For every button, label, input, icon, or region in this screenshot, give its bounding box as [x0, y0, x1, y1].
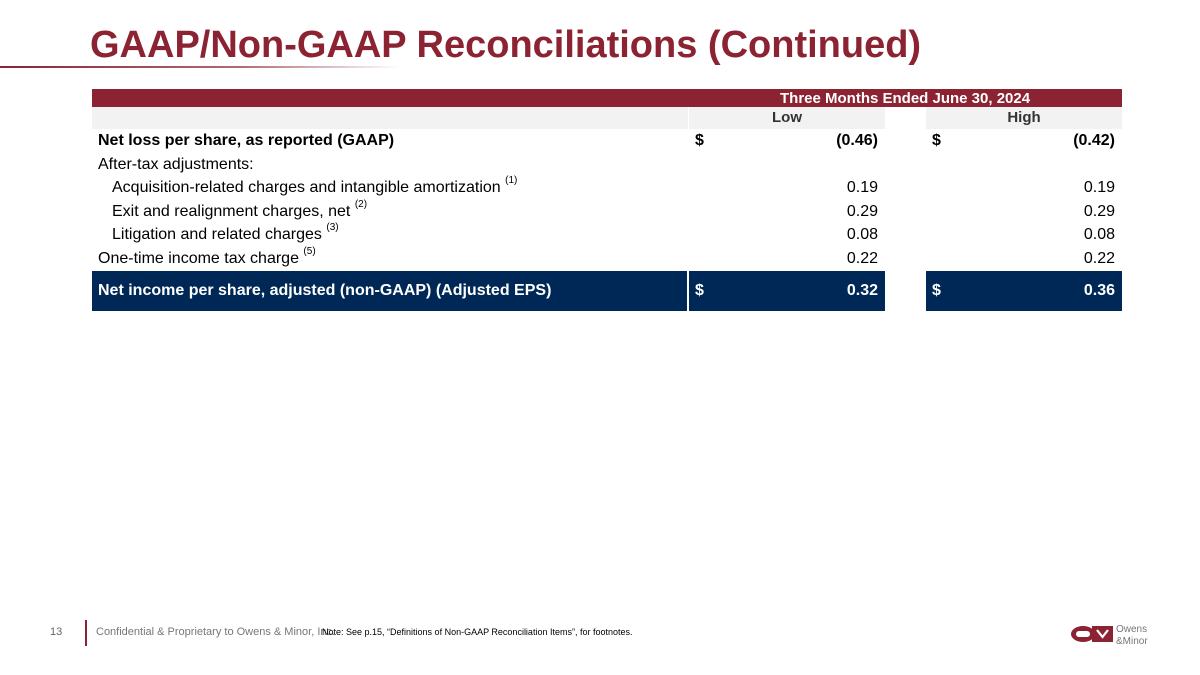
column-header-row [92, 107, 1122, 129]
value-low: 0.32 [846, 282, 878, 299]
column-header-low: Low [689, 107, 885, 129]
value-high: (0.42) [1073, 132, 1115, 149]
column-header-blank [92, 107, 688, 129]
dollar-sign-low: $ [695, 282, 704, 299]
logo-text-owens: Owens [1116, 624, 1148, 635]
column-header-high: High [926, 107, 1122, 129]
value-high: 0.22 [1083, 249, 1115, 267]
table-row-litigation [92, 223, 1122, 247]
value-high: 0.36 [1083, 282, 1115, 299]
value-high: 0.08 [1083, 226, 1115, 243]
period-header-band [92, 89, 1122, 107]
dollar-sign-high: $ [932, 132, 941, 149]
owens-minor-logo [1070, 620, 1154, 648]
confidential-notice: Confidential & Proprietary to Owens & Minor, Inc. [96, 626, 336, 638]
table-row-gaap [92, 129, 1122, 153]
reconciliation-table [92, 89, 1122, 311]
footnote-ref: (5) [303, 245, 316, 257]
value-high: 0.29 [1083, 202, 1115, 220]
row-label: Net loss per share, as reported (GAAP) [98, 132, 395, 149]
value-low: 0.22 [846, 249, 878, 267]
value-high: 0.19 [1083, 179, 1115, 196]
row-label: Net income per share, adjusted (non-GAAP) (Adjusted EPS) [98, 282, 552, 299]
page-title: GAAP/Non-GAAP Reconciliations (Continued) [90, 24, 922, 66]
value-low: 0.08 [846, 226, 878, 243]
table-row-adjustments-heading [92, 153, 1122, 177]
dollar-sign-high: $ [932, 282, 941, 299]
row-label: One-time income tax charge $^{(5)}$ [98, 245, 316, 267]
page-number: 13 [50, 626, 63, 638]
row-label: Acquisition-related charges and intangible amortization $^{(1)}$ [112, 175, 518, 196]
row-label: Litigation and related charges $^{(3)}$ [112, 222, 339, 243]
footnote-ref: (2) [354, 198, 368, 210]
row-label: After-tax adjustments: [98, 155, 254, 173]
dollar-sign-low: $ [695, 132, 704, 149]
table-row-adjusted-eps [92, 271, 1122, 311]
value-low: 0.19 [846, 179, 878, 196]
footer [0, 620, 1200, 650]
footnote-ref: (3) [326, 222, 339, 233]
table-row-income-tax [92, 247, 1122, 271]
table-row-acquisition [92, 176, 1122, 200]
footnote-note: Note: See p.15, “Definitions of Non-GAAP Reconciliation Items”, for footnotes. [322, 627, 633, 637]
value-low: 0.29 [846, 202, 878, 220]
row-label: Exit and realignment charges, net $^{(2)}$ [112, 198, 368, 220]
period-header: Three Months Ended June 30, 2024 [780, 90, 1031, 107]
table-row-exit-realignment [92, 200, 1122, 224]
footer-divider [85, 620, 87, 646]
logo-text-minor: &Minor [1116, 636, 1148, 647]
title-underline [0, 66, 400, 68]
footnote-ref: (1) [505, 175, 518, 186]
value-low: (0.46) [836, 132, 878, 149]
